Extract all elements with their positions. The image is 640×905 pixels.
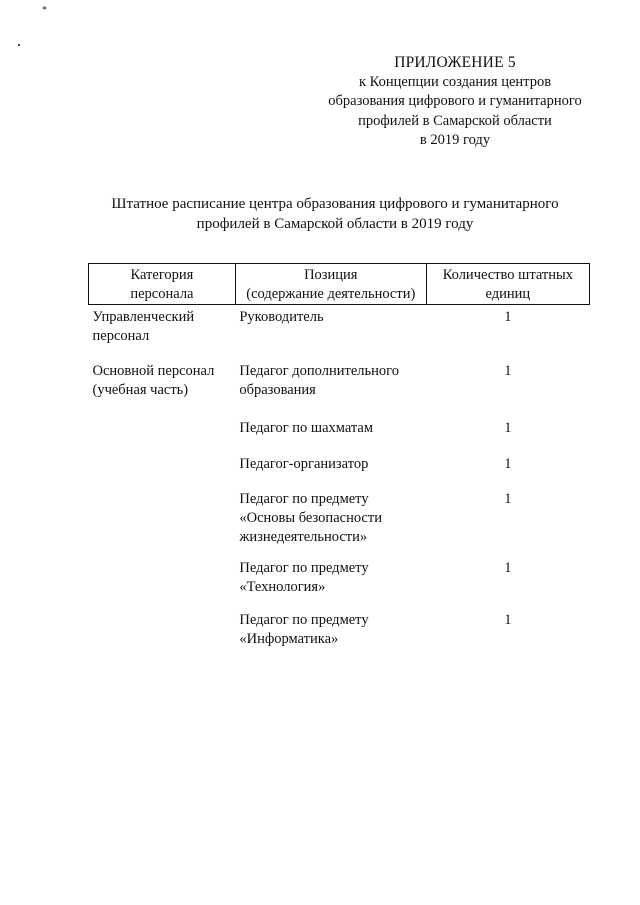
table-row [89, 416, 590, 452]
position-cell [235, 305, 426, 360]
count-cell [426, 416, 589, 452]
position-cell [235, 608, 426, 650]
category-line: Основной персонал [92, 363, 215, 379]
position-line: Педагог-организатор [239, 456, 369, 472]
table-header-row [89, 264, 590, 305]
staffing-table [88, 263, 590, 650]
count-value: 1 [504, 612, 512, 628]
count-value: 1 [504, 491, 512, 507]
header-category [89, 264, 236, 305]
appendix-line: образования цифрового и гуманитарного [328, 93, 582, 109]
header-count-line: Количество штатных [442, 267, 574, 283]
count-cell [426, 608, 589, 650]
count-value: 1 [504, 309, 512, 325]
header-category-line: персонала [130, 286, 194, 302]
count-value: 1 [504, 363, 512, 379]
appendix-line: в 2019 году [419, 132, 491, 148]
category-cell [89, 452, 236, 487]
document-title-line: Штатное расписание центра образования цифрового и гуманитарного [111, 196, 559, 212]
category-cell [89, 359, 236, 416]
position-line: «Технология» [239, 579, 326, 595]
position-line: Руководитель [239, 309, 324, 325]
position-line: Педагог дополнительного [239, 363, 399, 379]
table-row [89, 556, 590, 608]
scan-dot [18, 44, 20, 46]
count-value: 1 [504, 560, 512, 576]
appendix-header [310, 53, 600, 151]
category-line: Управленческий [92, 309, 195, 325]
position-cell [235, 359, 426, 416]
position-line: Педагог по шахматам [239, 420, 374, 436]
category-line: (учебная часть) [92, 382, 189, 398]
document-title-line: профилей в Самарской области в 2019 году [196, 216, 474, 232]
table-row [89, 305, 590, 360]
corner-tick-mark: * [42, 5, 47, 16]
count-cell [426, 305, 589, 360]
position-cell [235, 487, 426, 556]
position-line: жизнедеятельности» [239, 529, 368, 545]
position-cell [235, 556, 426, 608]
category-cell [89, 556, 236, 608]
count-cell [426, 556, 589, 608]
category-cell [89, 487, 236, 556]
count-cell [426, 452, 589, 487]
header-category-line: Категория [130, 267, 194, 283]
category-line: персонал [92, 328, 150, 344]
appendix-line: профилей в Самарской области [358, 112, 552, 129]
header-count-line: единиц [485, 286, 531, 302]
position-line: Педагог по предмету [239, 560, 369, 576]
header-count [426, 264, 589, 305]
table-row [89, 608, 590, 650]
document-title [60, 194, 610, 234]
appendix-line: к Концепции создания центров [358, 73, 552, 90]
position-line: «Основы безопасности [239, 510, 382, 526]
category-cell [89, 416, 236, 452]
position-line: Педагог по предмету [239, 612, 369, 628]
position-cell [235, 416, 426, 452]
count-value: 1 [504, 420, 512, 436]
count-cell [426, 359, 589, 416]
count-value: 1 [504, 456, 512, 472]
position-line: образования [239, 382, 316, 398]
table-row [89, 487, 590, 556]
count-cell [426, 487, 589, 556]
category-cell [89, 305, 236, 360]
table-row [89, 359, 590, 416]
position-line: «Информатика» [239, 631, 339, 647]
position-cell [235, 452, 426, 487]
category-cell [89, 608, 236, 650]
header-position-line: Позиция [304, 267, 358, 283]
appendix-title: ПРИЛОЖЕНИЕ 5 [394, 54, 516, 71]
header-position [235, 264, 426, 305]
table-row [89, 452, 590, 487]
position-line: Педагог по предмету [239, 491, 369, 507]
header-position-line: (содержание деятельности) [246, 286, 416, 302]
